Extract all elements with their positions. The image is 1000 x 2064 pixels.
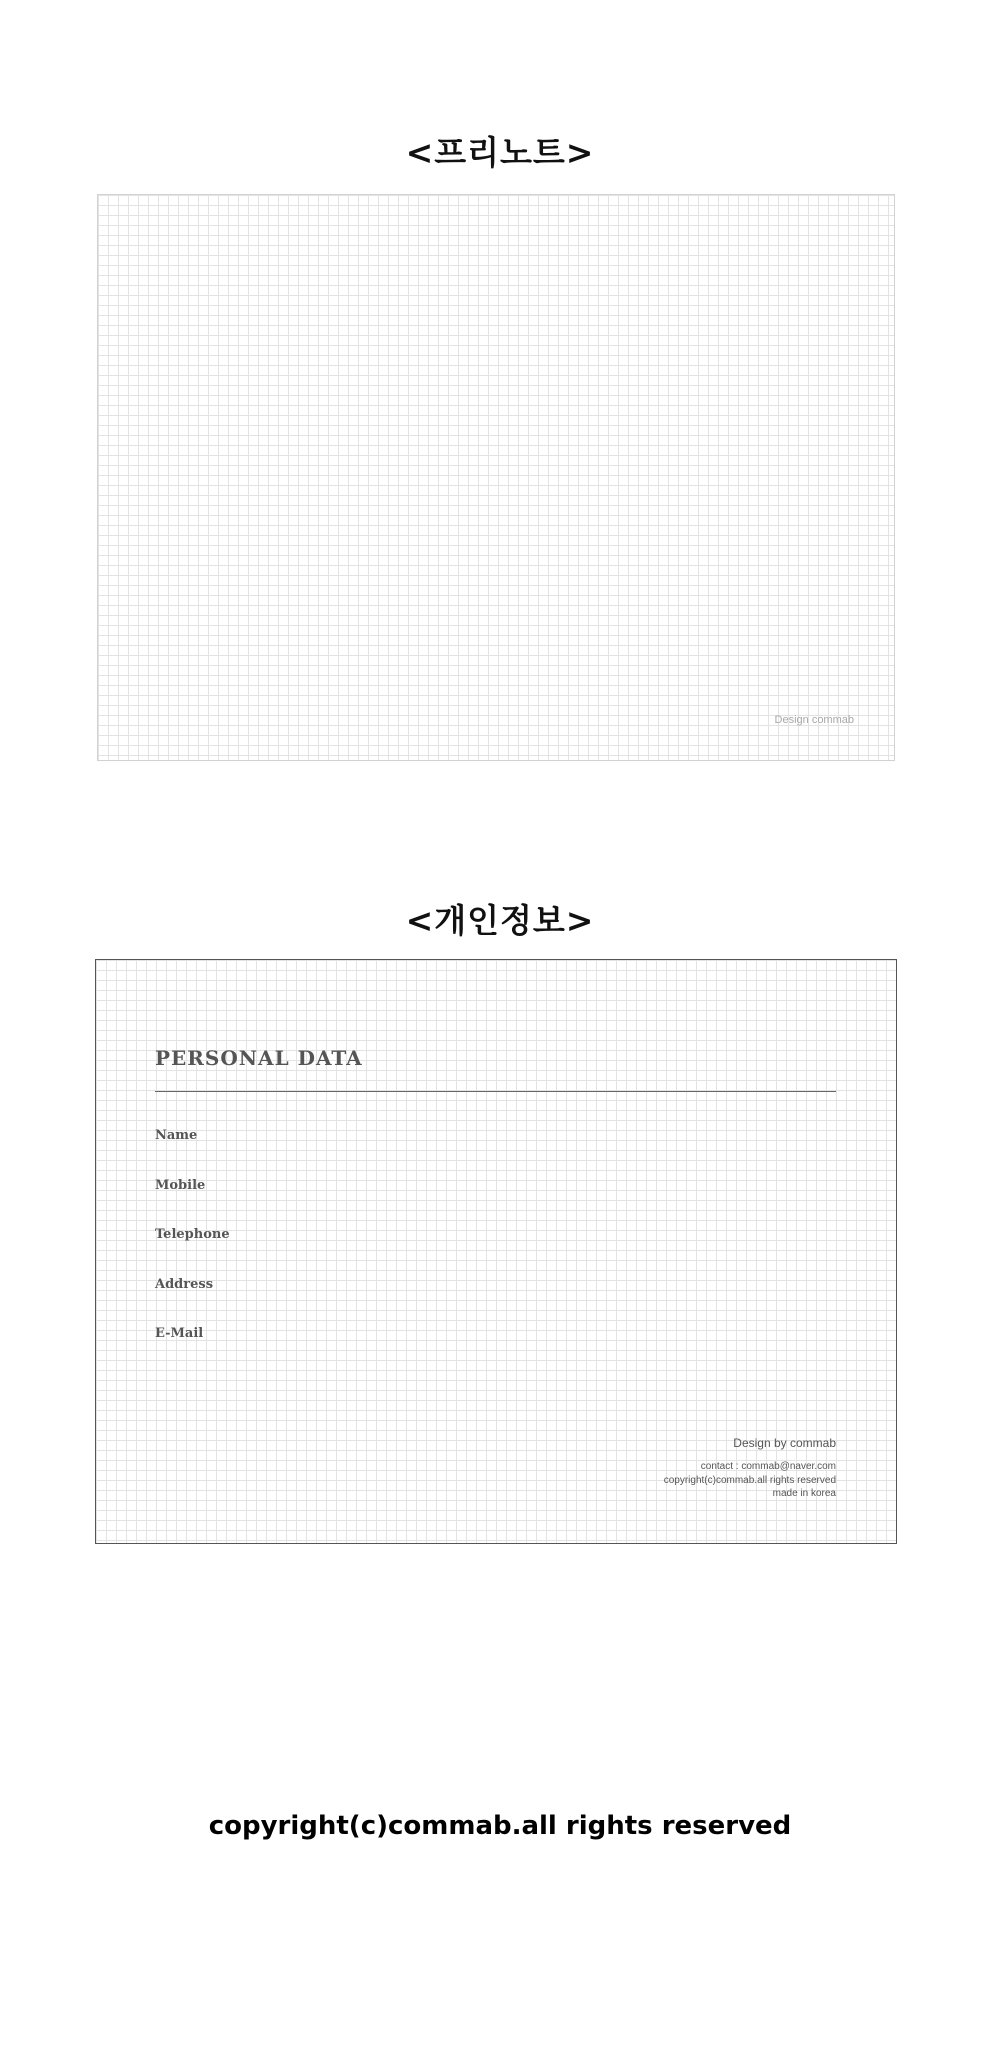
field-label-mobile: Mobile	[155, 1178, 206, 1193]
footer-copyright: copyright(c)commab.all rights reserved	[208, 1811, 792, 1841]
design-credit: Design by commab	[733, 1436, 836, 1450]
contact-email: contact : commab@naver.com	[700, 1461, 836, 1472]
contact-block	[664, 1460, 836, 1501]
field-label-address: Address	[155, 1277, 214, 1292]
origin-notice: made in korea	[772, 1488, 836, 1499]
field-label-name: Name	[155, 1128, 198, 1143]
free-note-design-credit: Design commab	[774, 714, 854, 726]
field-label-email: E-Mail	[155, 1326, 204, 1341]
personal-data-card	[95, 959, 897, 1544]
personal-data-title: <개인정보>	[405, 901, 595, 940]
field-label-telephone: Telephone	[155, 1227, 230, 1242]
personal-data-heading: PERSONAL DATA	[155, 1046, 363, 1070]
heading-divider	[155, 1091, 836, 1092]
free-note-title: <프리노트>	[405, 133, 595, 172]
rights-notice: copyright(c)commab.all rights reserved	[663, 1474, 836, 1486]
free-note-grid-page	[97, 194, 895, 761]
